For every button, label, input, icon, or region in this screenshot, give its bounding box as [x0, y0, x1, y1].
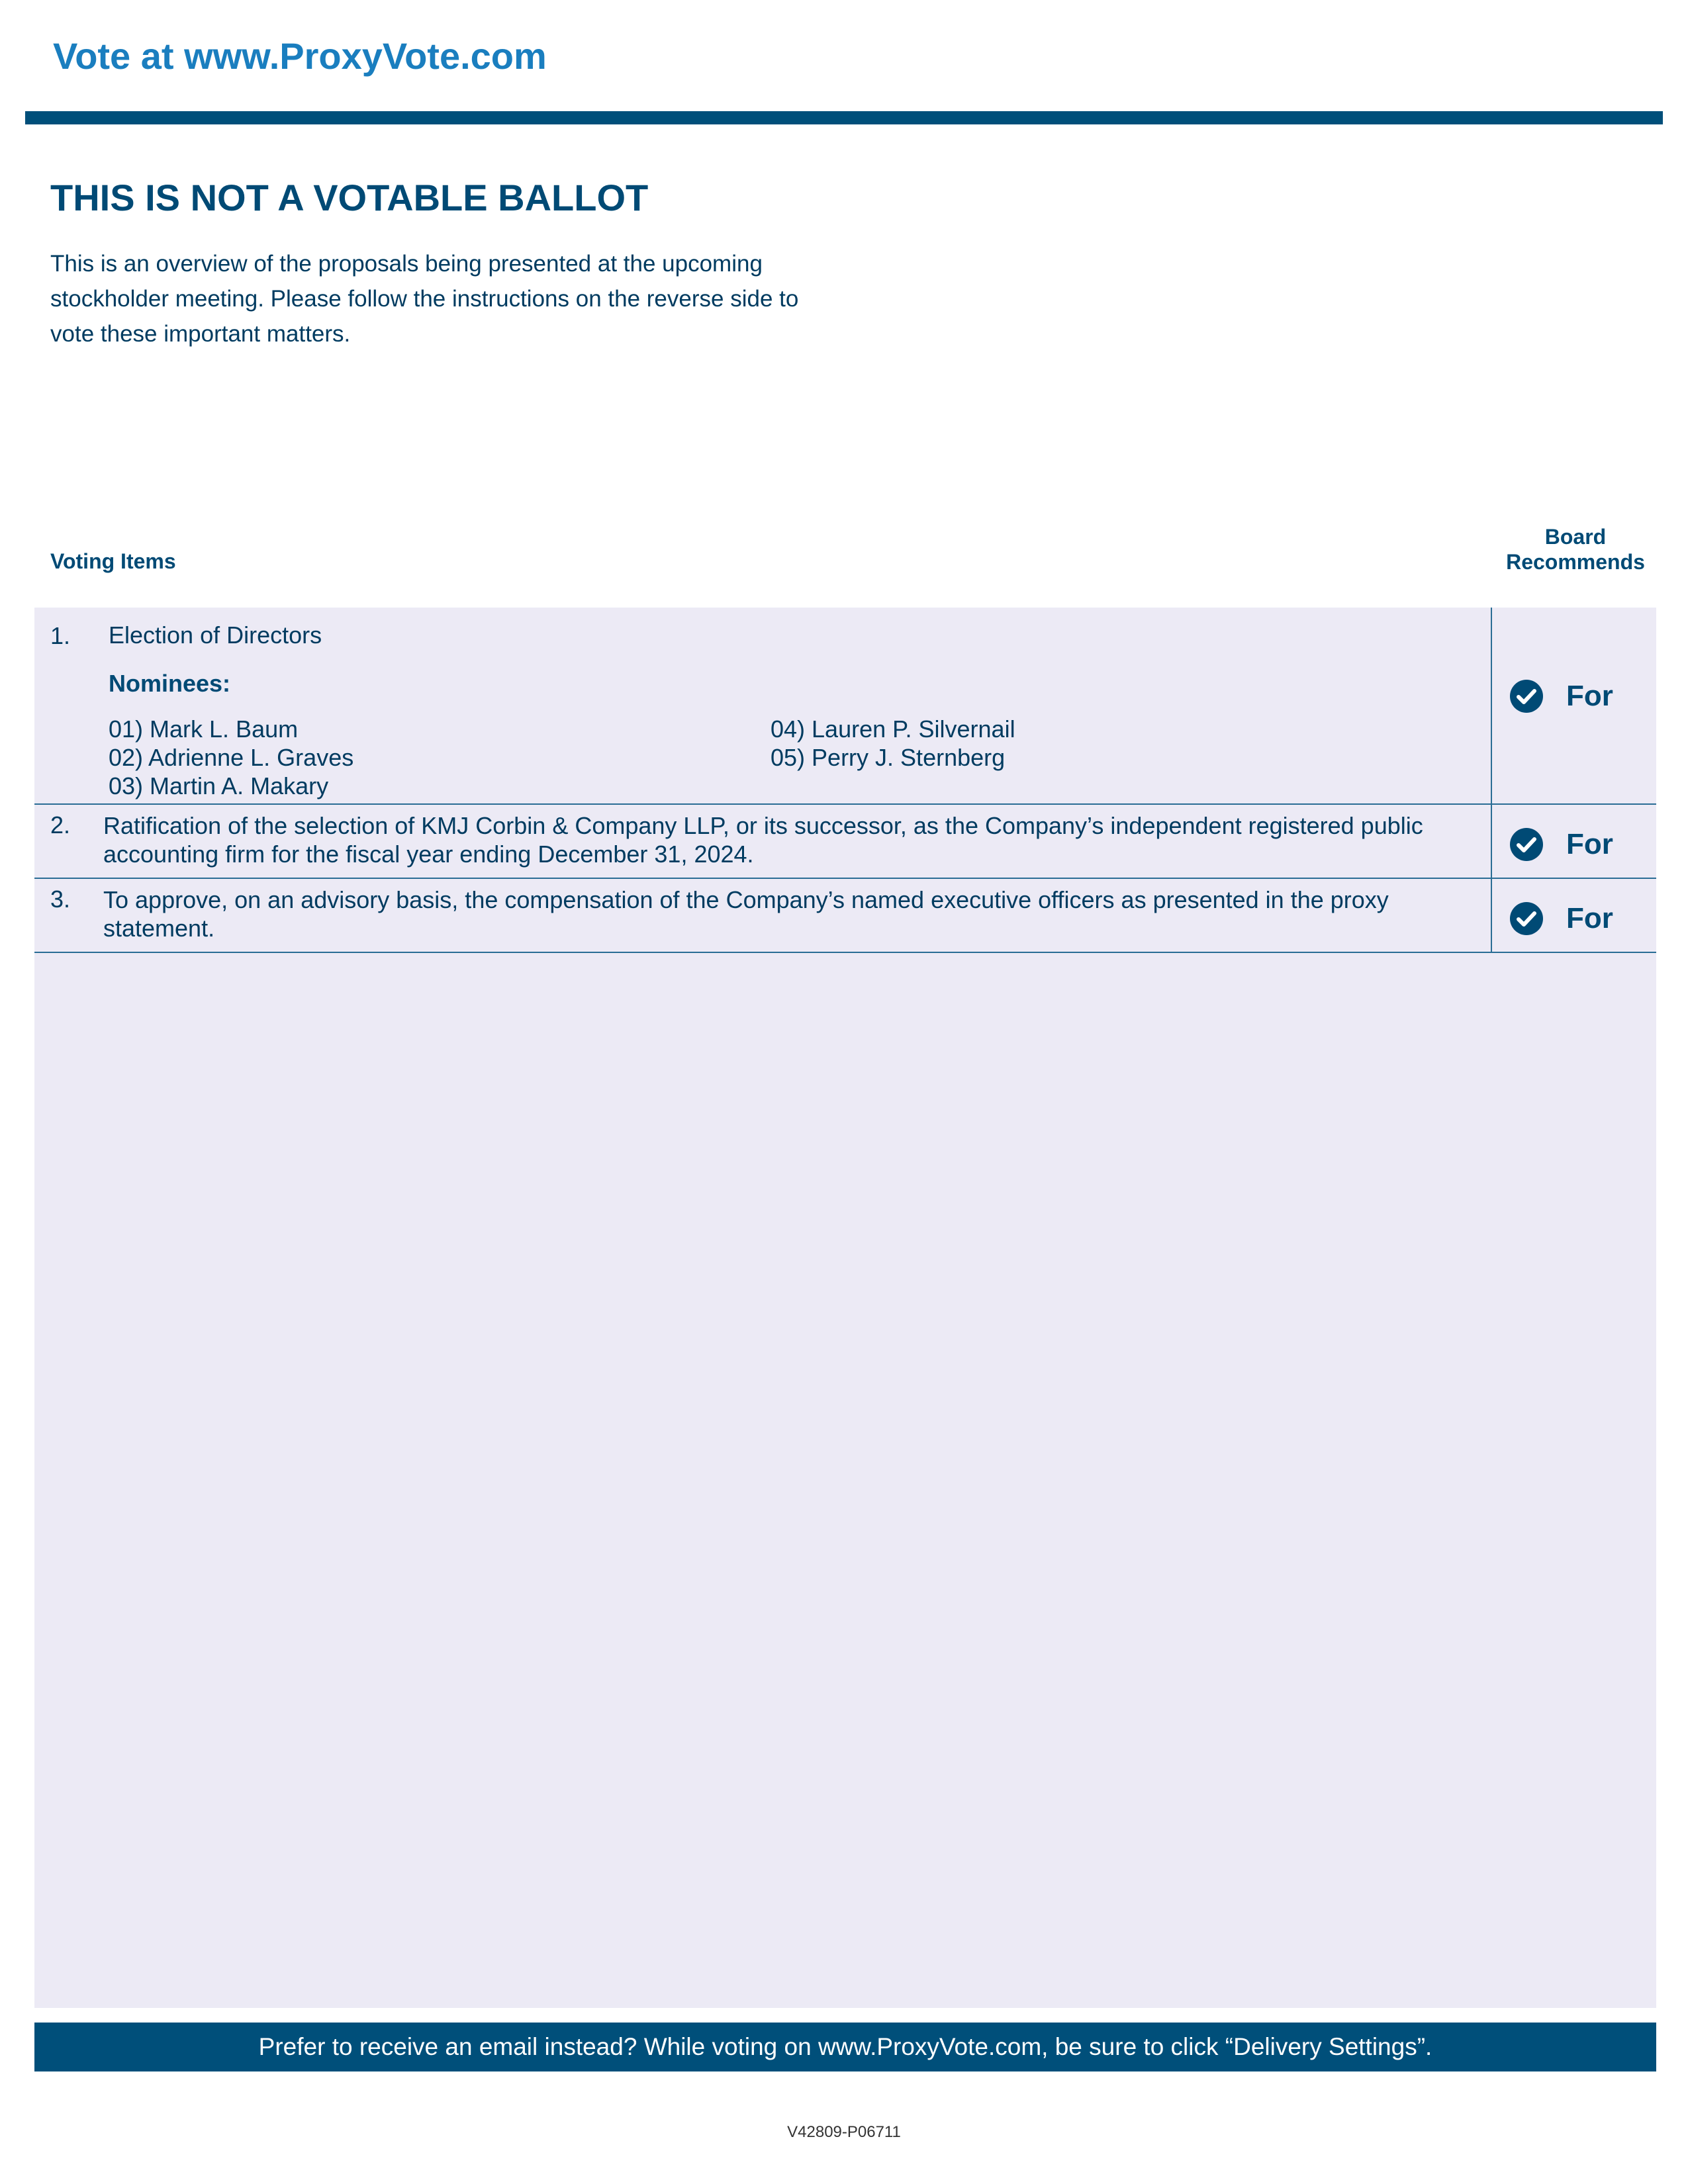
recommendation-label: For: [1566, 828, 1613, 860]
item-text: Ratification of the selection of KMJ Corbin & Company LLP, or its successor, as the Company’s independent registered public accounting firm for the fiscal year ending December 31, 2024.: [103, 812, 1423, 868]
document-code: V42809-P06711: [787, 2123, 901, 2141]
board-recommendation: [1509, 827, 1613, 862]
footer-text: Prefer to receive an email instead? While voting on www.ProxyVote.com, be sure to click “Delivery Settings”.: [258, 2033, 1432, 2060]
recommendation-label: For: [1566, 680, 1613, 712]
nominee-item: 04) Lauren P. Silvernail: [771, 715, 1015, 743]
nominee-item: 01) Mark L. Baum: [109, 715, 299, 743]
check-circle-icon: [1509, 679, 1544, 713]
item-text: Election of Directors: [109, 621, 322, 649]
column-header-board-recommends: Board Recommends: [1506, 525, 1645, 574]
column-header-voting-items: Voting Items: [50, 549, 176, 573]
column-divider: [1491, 805, 1492, 878]
page-title: THIS IS NOT A VOTABLE BALLOT: [50, 177, 649, 218]
voting-item-row-3: [34, 879, 1656, 953]
check-circle-icon: [1509, 901, 1544, 936]
header-divider: [25, 111, 1663, 124]
board-recommendation: [1509, 679, 1613, 713]
column-divider: [1491, 608, 1492, 803]
item-number: 1.: [50, 622, 71, 649]
nominees-label: Nominees:: [109, 670, 231, 697]
voting-item-row-2: [34, 805, 1656, 879]
column-divider: [1491, 879, 1492, 952]
nominee-item: 05) Perry J. Sternberg: [771, 744, 1006, 771]
nominee-item: 02) Adrienne L. Graves: [109, 744, 354, 771]
footer-banner: [34, 2023, 1656, 2071]
item-text: To approve, on an advisory basis, the compensation of the Company’s named executive officers as presented in the proxy statement.: [103, 886, 1389, 942]
nominee-item: 03) Martin A. Makary: [109, 772, 329, 799]
voting-item-row-1: [34, 608, 1656, 805]
item-number: 3.: [50, 886, 71, 913]
item-number: 2.: [50, 811, 71, 839]
intro-text: This is an overview of the proposals being presented at the upcoming stockholder meeting. Please follow the instructions on the reverse side to vote these important matters.: [50, 251, 799, 347]
check-circle-icon: [1509, 827, 1544, 862]
board-recommendation: [1509, 901, 1613, 936]
recommendation-label: For: [1566, 902, 1613, 934]
vote-link[interactable]: Vote at www.ProxyVote.com: [53, 35, 547, 77]
